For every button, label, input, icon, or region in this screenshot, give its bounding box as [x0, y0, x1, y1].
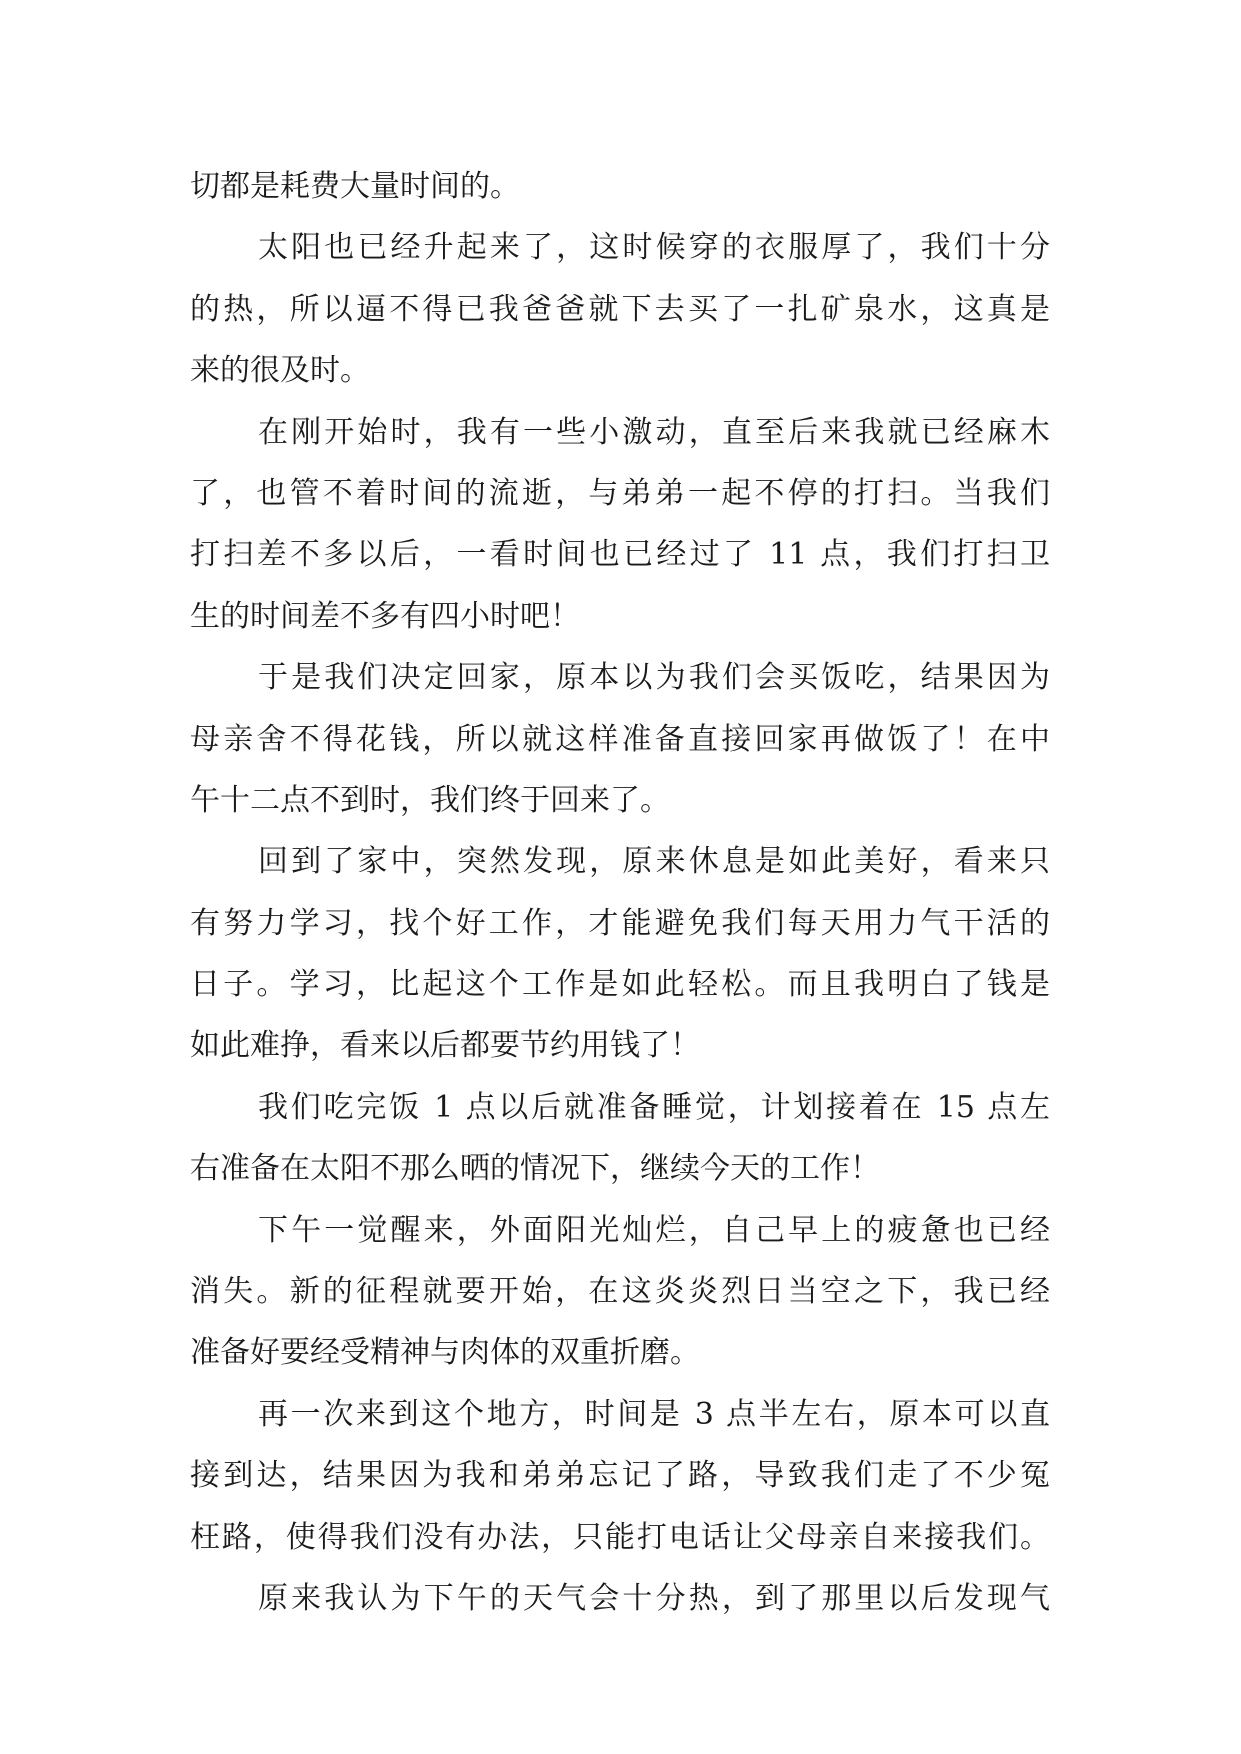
text-line: 日子。学习，比起这个工作是如此轻松。而且我明白了钱是	[190, 967, 1050, 1003]
text-line: 枉路，使得我们没有办法，只能打电话让父母亲自来接我们。	[190, 1519, 1050, 1555]
text-line: 太阳也已经升起来了，这时候穿的衣服厚了，我们十分	[258, 230, 1050, 266]
text-line: 再一次来到这个地方，时间是 3 点半左右，原本可以直	[258, 1396, 1050, 1432]
text-line: 消失。新的征程就要开始，在这炎炎烈日当空之下，我已经	[190, 1274, 1050, 1310]
text-line: 在刚开始时，我有一些小激动，直至后来我就已经麻木	[258, 414, 1050, 450]
text-line: 生的时间差不多有四小时吧！	[190, 598, 580, 634]
text-line: 右准备在太阳不那么晒的情况下，继续今天的工作！	[190, 1151, 880, 1187]
text-line: 了，也管不着时间的流逝，与弟弟一起不停的打扫。当我们	[190, 475, 1050, 511]
body-text	[190, 156, 1050, 1629]
text-line: 母亲舍不得花钱，所以就这样准备直接回家再做饭了！在中	[190, 721, 1050, 757]
text-line: 有努力学习，找个好工作，才能避免我们每天用力气干活的	[190, 905, 1050, 941]
text-line: 原来我认为下午的天气会十分热，到了那里以后发现气	[258, 1580, 1050, 1616]
text-line: 接到达，结果因为我和弟弟忘记了路，导致我们走了不少冤	[190, 1458, 1050, 1494]
text-line: 来的很及时。	[190, 353, 370, 389]
text-line: 的热，所以逼不得已我爸爸就下去买了一扎矿泉水，这真是	[190, 291, 1050, 327]
text-line: 下午一觉醒来，外面阳光灿烂，自己早上的疲惫也已经	[258, 1212, 1050, 1248]
text-line: 午十二点不到时，我们终于回来了。	[190, 782, 670, 818]
text-line: 回到了家中，突然发现，原来休息是如此美好，看来只	[258, 844, 1050, 880]
text-line: 如此难挣，看来以后都要节约用钱了！	[190, 1028, 700, 1064]
text-line: 我们吃完饭 1 点以后就准备睡觉，计划接着在 15 点左	[258, 1089, 1050, 1125]
text-line: 打扫差不多以后，一看时间也已经过了 11 点，我们打扫卫	[190, 537, 1050, 573]
text-line: 于是我们决定回家，原本以为我们会买饭吃，结果因为	[258, 660, 1050, 696]
text-line: 准备好要经受精神与肉体的双重折磨。	[190, 1335, 700, 1371]
text-line: 切都是耗费大量时间的。	[190, 169, 520, 204]
